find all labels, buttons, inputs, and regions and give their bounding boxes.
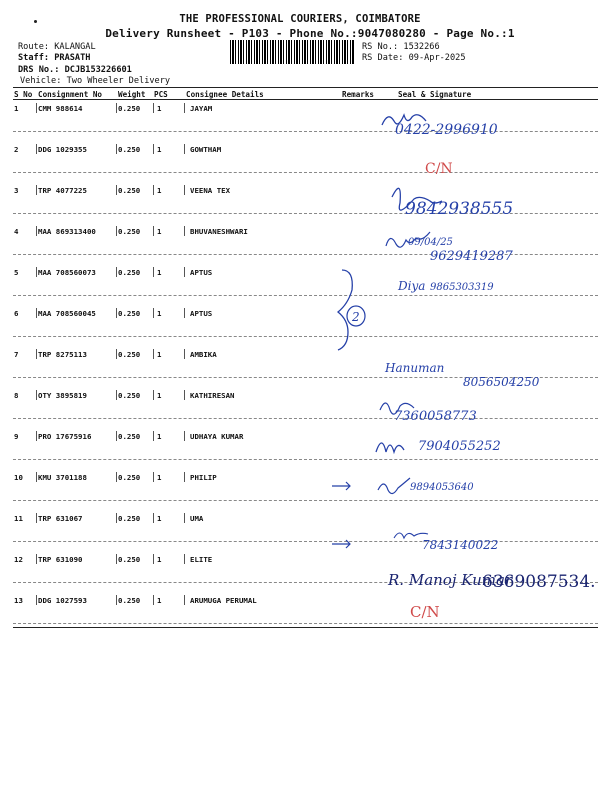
col-header-remarks: Remarks <box>342 90 375 99</box>
row-sno: 6 <box>14 309 19 318</box>
company-title: THE PROFESSIONAL COURIERS, COIMBATORE <box>179 13 421 25</box>
rs-no-value: 1532266 <box>403 42 440 52</box>
row-consignment-no: TRP 8275113 <box>38 350 87 359</box>
handwritten-phone: 7360058773 <box>394 409 477 424</box>
row-consignment-no: KMU 3701188 <box>38 473 87 482</box>
signature-scribble <box>376 443 404 452</box>
brace-mark <box>338 270 352 350</box>
row-sno: 5 <box>14 268 19 277</box>
rs-no-label: RS No.: <box>362 42 399 52</box>
handwritten-date: 09/04/25 <box>408 237 453 248</box>
handwritten-name: Diya <box>398 279 426 293</box>
row-consignment-no: OTY 3895819 <box>38 391 87 400</box>
row-weight: 0.250 <box>118 309 141 318</box>
row-consignment-no: PRO 17675916 <box>38 432 92 441</box>
row-weight: 0.250 <box>118 104 141 113</box>
handwritten-note: C/N <box>425 161 453 177</box>
row-sno: 9 <box>14 432 19 441</box>
col-header-consignee: Consignee Details <box>186 90 264 99</box>
row-weight: 0.250 <box>118 268 141 277</box>
row-weight: 0.250 <box>118 514 141 523</box>
row-pcs: 1 <box>157 186 162 195</box>
row-consignee: ELITE <box>190 555 213 564</box>
row-consignment-no: MAA 869313400 <box>38 227 96 236</box>
row-consignment-no: DDG 1029355 <box>38 145 87 154</box>
row-consignee: UDHAYA KUMAR <box>190 432 244 441</box>
drs-value: DCJB153226601 <box>64 65 132 75</box>
col-header-weight: Weight <box>118 90 146 99</box>
row-pcs: 1 <box>157 227 162 236</box>
row-weight: 0.250 <box>118 186 141 195</box>
row-consignment-no: CMM 988614 <box>38 104 83 113</box>
row-pcs: 1 <box>157 145 162 154</box>
arrow-mark <box>332 540 350 548</box>
route-label: Route: <box>18 42 50 52</box>
row-sno: 12 <box>14 555 23 564</box>
row-consignee: APTUS <box>190 309 213 318</box>
row-sno: 11 <box>14 514 23 523</box>
row-pcs: 1 <box>157 391 162 400</box>
circled-count: 2 <box>352 310 360 324</box>
row-consignee: ARUMUGA PERUMAL <box>190 596 257 605</box>
row-pcs: 1 <box>157 350 162 359</box>
row-consignee: BHUVANESHWARI <box>190 227 248 236</box>
row-consignment-no: TRP 4077225 <box>38 186 87 195</box>
handwritten-name: Hanuman <box>385 361 445 375</box>
vehicle-label: Vehicle: <box>20 76 62 86</box>
staff-value: PRASATH <box>54 53 91 63</box>
row-sno: 1 <box>14 104 19 113</box>
drs-label: DRS No.: <box>18 65 60 75</box>
handwritten-name: R. Manoj Kumar <box>388 571 513 589</box>
row-weight: 0.250 <box>118 227 141 236</box>
row-consignment-no: MAA 708560045 <box>38 309 96 318</box>
handwritten-phone: 9842938555 <box>405 199 514 219</box>
runsheet-subtitle: Delivery Runsheet - P103 - Phone No.:9047080280 - Page No.:1 <box>105 27 515 40</box>
row-sno: 2 <box>14 145 19 154</box>
row-sno: 8 <box>14 391 19 400</box>
row-weight: 0.250 <box>118 350 141 359</box>
rs-date-label: RS Date: <box>362 53 404 63</box>
vehicle-value: Two Wheeler Delivery <box>66 76 171 86</box>
col-header-sno: S No <box>14 90 33 99</box>
row-pcs: 1 <box>157 514 162 523</box>
row-pcs: 1 <box>157 555 162 564</box>
signature-scribble <box>378 478 410 494</box>
row-pcs: 1 <box>157 309 162 318</box>
row-weight: 0.250 <box>118 596 141 605</box>
row-pcs: 1 <box>157 104 162 113</box>
row-weight: 0.250 <box>118 555 141 564</box>
handwritten-note: C/N <box>410 603 440 621</box>
row-sno: 4 <box>14 227 19 236</box>
row-consignee: KATHIRESAN <box>190 391 235 400</box>
col-header-signature: Seal & Signature <box>398 90 472 99</box>
row-pcs: 1 <box>157 473 162 482</box>
row-consignee: AMBIKA <box>190 350 217 359</box>
row-consignment-no: DDG 1027593 <box>38 596 87 605</box>
row-sno: 7 <box>14 350 19 359</box>
row-consignee: PHILIP <box>190 473 217 482</box>
handwritten-phone: 8056504250 <box>463 375 540 389</box>
row-consignee: UMA <box>190 514 204 523</box>
handwritten-phone: 7843140022 <box>422 538 499 552</box>
row-consignee: GOWTHAM <box>190 145 222 154</box>
arrow-mark <box>332 482 350 490</box>
handwritten-phone: 9865303319 <box>430 282 494 293</box>
row-consignment-no: TRP 631090 <box>38 555 83 564</box>
handwritten-phone: 0422-2996910 <box>395 122 498 138</box>
row-weight: 0.250 <box>118 432 141 441</box>
handwritten-phone: 7904055252 <box>418 439 501 454</box>
row-weight: 0.250 <box>118 145 141 154</box>
row-consignee: VEENA TEX <box>190 186 231 195</box>
row-consignment-no: MAA 708560073 <box>38 268 96 277</box>
row-consignment-no: TRP 631067 <box>38 514 83 523</box>
row-weight: 0.250 <box>118 391 141 400</box>
col-header-pcs: PCS <box>154 90 168 99</box>
row-weight: 0.250 <box>118 473 141 482</box>
handwritten-phone: 9894053640 <box>410 482 474 493</box>
row-sno: 3 <box>14 186 19 195</box>
handwritten-phone: 9629419287 <box>430 249 513 264</box>
row-pcs: 1 <box>157 432 162 441</box>
col-header-consignment: Consignment No <box>38 90 103 99</box>
row-consignee: APTUS <box>190 268 213 277</box>
row-pcs: 1 <box>157 268 162 277</box>
handwritten-phone: 6369087534. <box>482 572 596 592</box>
row-consignee: JAYAM <box>190 104 213 113</box>
route-value: KALANGAL <box>54 42 96 52</box>
row-sno: 10 <box>14 473 23 482</box>
rs-date-value: 09-Apr-2025 <box>408 53 466 63</box>
row-pcs: 1 <box>157 596 162 605</box>
staff-label: Staff: <box>18 53 50 63</box>
row-sno: 13 <box>14 596 23 605</box>
